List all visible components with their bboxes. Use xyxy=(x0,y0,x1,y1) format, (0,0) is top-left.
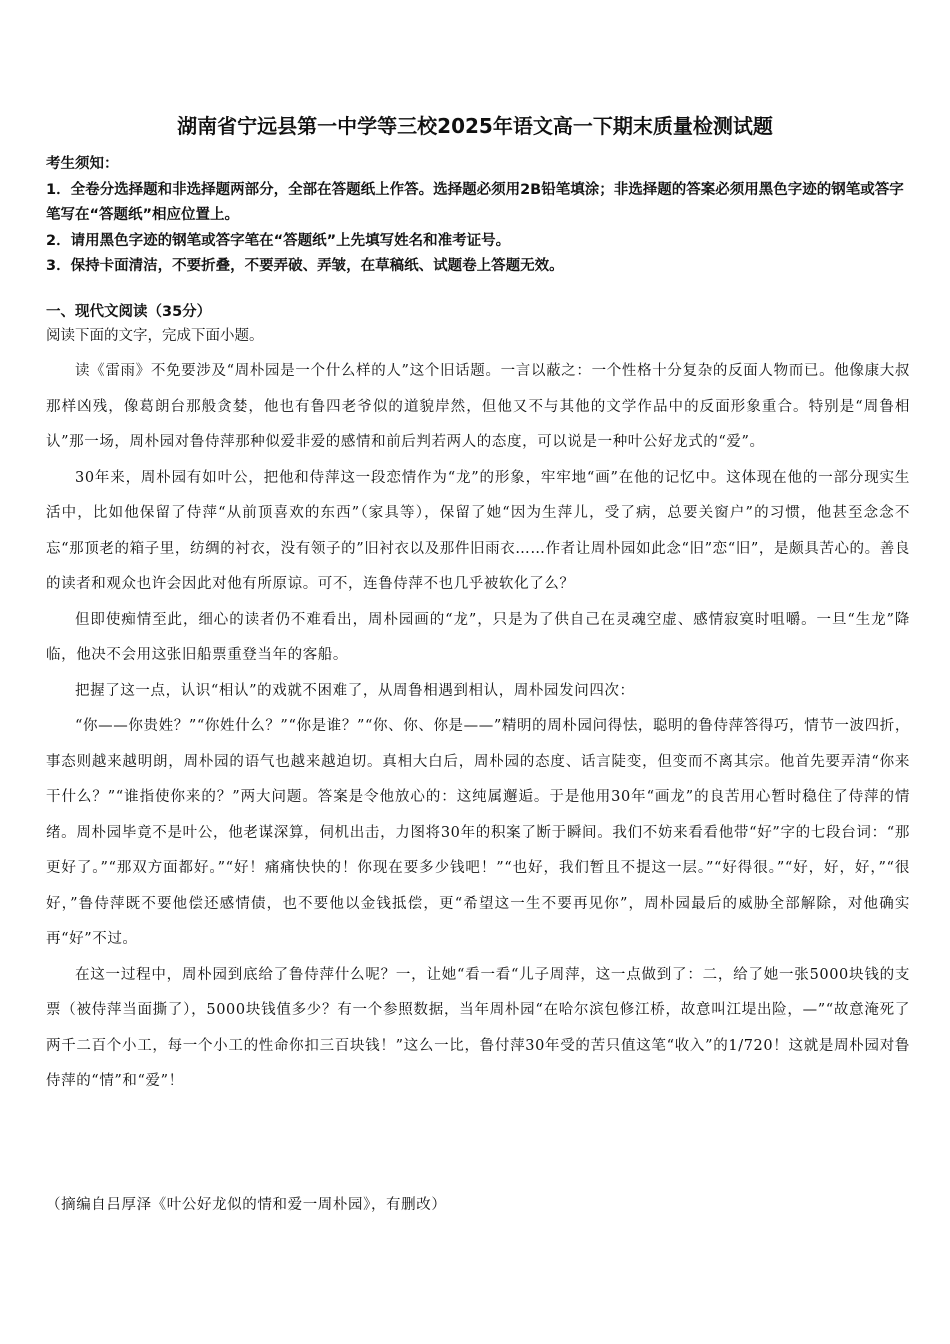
passage-paragraph: 把握了这一点，认识“相认”的戏就不困难了，从周鲁相遇到相认，周朴园发问四次： xyxy=(75,682,635,699)
reading-section xyxy=(46,300,908,348)
passage-paragraph: 在这一过程中，周朴园到底给了鲁侍萍什么呢？一，让她“看一看“儿子周萍，这一点做到了：二，给了她一张5000块钱的支票（被侍萍当面撕了），5000块钱值多少？有一个参照数据，当年周朴园“在哈尔滨包修江桥，故意叫江堤出险，—”“故意淹死了两千二百个小工，每一个小工的性命你扣三百块钱！”这么一比，鲁付萍30年受的苦只值这笔“收入”的1/720！这就是周朴园对鲁侍萍的“情”和“爱”！ xyxy=(46,966,910,1089)
exam-notice xyxy=(46,152,908,280)
passage-paragraph: 30年来，周朴园有如叶公，把他和侍萍这一段恋情作为“龙”的形象，牢牢地“画”在他的记忆中。这体现在他的一部分现实生活中，比如他保留了侍萍“从前顶喜欢的东西”（家具等），保留了她“因为生萍儿，受了病，总要关窗户”的习惯，他甚至念念不忘“那顶老的箱子里，纺绸的衬衣，没有领子的”旧衬衣以及那件旧雨衣……作者让周朴园如此念“旧”恋“旧”，是颇具苦心的。善良的读者和观众也许会因此对他有所原谅。可不，连鲁侍萍不也几乎被软化了么？ xyxy=(46,469,910,592)
passage-paragraph: “你——你贵姓？”“你姓什么？”“你是谁？”“你、你、你是——”精明的周朴园问得怯，聪明的鲁侍萍答得巧，情节一波四折，事态则越来越明朗，周朴园的语气也越来越迫切。真相大白后，周朴园的态度、话言陡变，但变而不离其宗。他首先要弄清“你来干什么？”“谁指使你来的？”两大问题。答案是令他放心的：这纯属邂逅。于是他用30年“画龙”的良苦用心暂时稳住了侍萍的情绪。周朴园毕竟不是叶公，他老谋深算，伺机出击，力图将30年的积案了断于瞬间。我们不妨来看看他带“好”字的七段台词：“那更好了。”“那双方面都好。”“好！痛痛快快的！你现在要多少钱吧！”“也好，我们暂且不提这一层。”“好得很。”“好，好，好，”“很好，”鲁侍萍既不要他偿还感情债，也不要他以金钱抵偿，更“希望这一生不要再见你”，周朴园最后的威胁全部解除，对他确实再“好”不过。 xyxy=(46,718,910,947)
section-instruction: 阅读下面的文字，完成下面小题。 xyxy=(46,328,264,344)
notice-item: 2．请用黑色字迹的钢笔或答字笔在“答题纸”上先填写姓名和准考证号。 xyxy=(46,232,511,249)
notice-item: 1．全卷分选择题和非选择题两部分，全部在答题纸上作答。选择题必须用2B铅笔填涂；非选择题的答案必须用黑色字迹的钢笔或答字笔写在“答题纸”相应位置上。 xyxy=(46,181,904,223)
reading-passage xyxy=(46,354,910,1100)
page-title: 湖南省宁远县第一中学等三校2025年语文高一下期末质量检测试题 xyxy=(177,114,773,138)
notice-item: 3．保持卡面清洁，不要折叠，不要弄破、弄皱，在草稿纸、试题卷上答题无效。 xyxy=(46,258,564,274)
notice-heading: 考生须知： xyxy=(46,156,119,172)
passage-paragraph: 但即使痴情至此，细心的读者仍不难看出，周朴园画的“龙”，只是为了供自己在灵魂空虚、感情寂寞时咀嚼。一旦“生龙”降临，他决不会用这张旧船票重登当年的客船。 xyxy=(46,611,910,663)
passage-source: （摘编自吕厚泽《叶公好龙似的情和爱一周朴园》，有删改） xyxy=(46,1197,447,1213)
passage-paragraph: 读《雷雨》不免要涉及“周朴园是一个什么样的人”这个旧话题。一言以蔽之：一个性格十分复杂的反面人物而已。他像康大叔那样凶残，像葛朗台那般贪婪，他也有鲁四老爷似的道貌岸然，但他又不与其他的文学作品中的反面形象重合。特别是“周鲁相认”那一场，周朴园对鲁侍萍那种似爱非爱的感情和前后判若两人的态度，可以说是一种叶公好龙式的“爱”。 xyxy=(46,363,910,450)
section-heading: 一、现代文阅读（35分） xyxy=(46,304,212,320)
